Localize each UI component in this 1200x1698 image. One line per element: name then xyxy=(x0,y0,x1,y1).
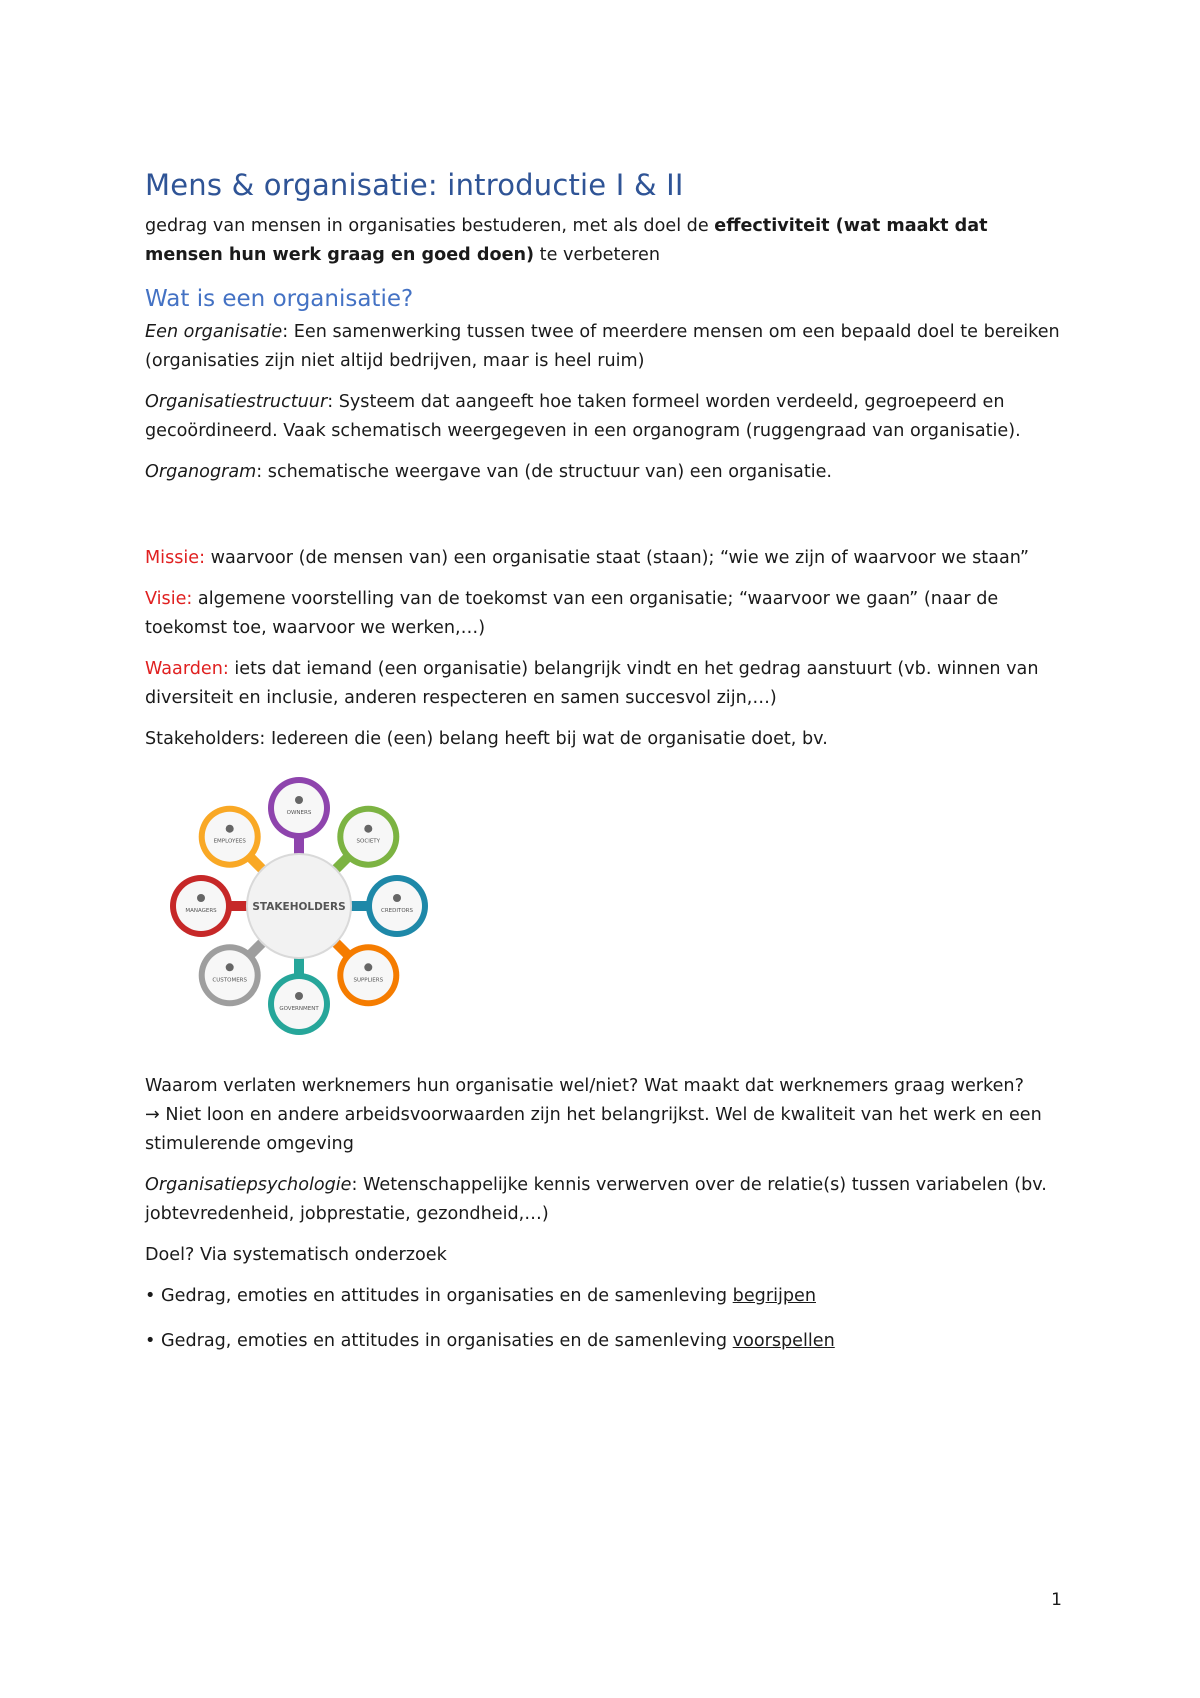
concept-text: algemene voorstelling van de toekomst van een organisatie; “waarvoor we gaan” (naar de toekomst toe, waarvoor we werken,…) xyxy=(145,589,999,638)
definition-text: : Wetenschappelijke kennis verwerven over de relatie(s) tussen variabelen (bv. jobtevredenheid, jobprestatie, gezondheid,…) xyxy=(145,1175,1047,1224)
stakeholder-node-customers xyxy=(199,941,264,1006)
node-face xyxy=(343,950,393,1000)
node-icon xyxy=(364,825,372,833)
definition-term: Een organisatie xyxy=(145,322,283,342)
definition-organisatie xyxy=(145,318,1065,376)
intro-text-end: te verbeteren xyxy=(534,245,660,265)
bullet-underlined: begrijpen xyxy=(732,1286,816,1306)
node-face xyxy=(274,783,324,833)
goal-line: Doel? Via systematisch onderzoek xyxy=(145,1245,447,1265)
definition-orgpsy xyxy=(145,1171,1065,1229)
bullet-item xyxy=(145,1282,1065,1311)
bullet-icon: • xyxy=(145,1286,156,1306)
node-icon xyxy=(197,894,205,902)
node-label: MANAGERS xyxy=(185,908,217,914)
stakeholders-diagram-svg xyxy=(159,766,439,1046)
bullet-text: Gedrag, emoties en attitudes in organisaties en de samenleving xyxy=(155,1286,733,1306)
concept-text: waarvoor (de mensen van) een organisatie staat (staan); “wie we zijn of waarvoor we staan” xyxy=(205,548,1030,568)
stakeholder-node-society xyxy=(334,806,399,871)
node-icon xyxy=(226,963,234,971)
center-label: STAKEHOLDERS xyxy=(252,901,346,913)
stakeholder-node-government xyxy=(268,956,330,1035)
stakeholder-node-suppliers xyxy=(334,941,399,1006)
bullet-icon: • xyxy=(145,1331,156,1351)
answer-text: Niet loon en andere arbeidsvoorwaarden zijn het belangrijkst. Wel de kwaliteit van het werk en een stimulerende omgeving xyxy=(145,1105,1042,1154)
bullet-text: Gedrag, emoties en attitudes in organisaties en de samenleving xyxy=(155,1331,733,1351)
node-face xyxy=(205,812,255,862)
concept-visie xyxy=(145,585,1065,643)
concept-label: Waarden: xyxy=(145,659,229,679)
question-line: Waarom verlaten werknemers hun organisatie wel/niet? Wat maakt dat werknemers graag werken? xyxy=(145,1076,1024,1096)
node-label: SUPPLIERS xyxy=(353,977,384,984)
node-icon xyxy=(295,992,303,1000)
section-heading: Wat is een organisatie? xyxy=(145,286,414,312)
document-page xyxy=(145,168,1065,1372)
arrow-icon: → xyxy=(145,1105,160,1125)
stakeholder-node-owners xyxy=(268,777,330,856)
node-label: CREDITORS xyxy=(381,908,413,914)
stakeholders-line: Stakeholders: Iedereen die (een) belang heeft bij wat de organisatie doet, bv. xyxy=(145,729,828,749)
answer-line xyxy=(145,1101,1065,1159)
intro-text: gedrag van mensen in organisaties bestuderen, met als doel de xyxy=(145,216,715,236)
node-icon xyxy=(393,894,401,902)
stakeholders-diagram xyxy=(159,766,439,1046)
concept-text: iets dat iemand (een organisatie) belangrijk vindt en het gedrag aanstuurt (vb. winnen van diversiteit en inclusie, anderen respecteren en samen succesvol zijn,…) xyxy=(145,659,1039,708)
node-icon xyxy=(364,963,372,971)
definition-term: Organogram xyxy=(145,462,257,482)
node-face xyxy=(274,979,324,1029)
node-label: SOCIETY xyxy=(356,838,381,845)
node-face xyxy=(176,881,226,931)
stakeholder-node-creditors xyxy=(349,875,428,937)
intro-bold: effectiviteit (wat maakt dat mensen hun werk graag en goed doen) xyxy=(145,216,988,265)
page-number: 1 xyxy=(1051,1590,1062,1610)
concept-label: Missie: xyxy=(145,548,206,568)
node-face xyxy=(343,812,393,862)
definition-text: : Systeem dat aangeeft hoe taken formeel worden verdeeld, gegroepeerd en gecoördineerd. Vaak schematisch weergegeven in een organogram (ruggengraad van organisatie). xyxy=(145,392,1021,441)
node-label: GOVERNMENT xyxy=(279,1006,319,1012)
intro-paragraph xyxy=(145,212,1065,270)
bullet-item xyxy=(145,1327,1065,1356)
concept-waarden xyxy=(145,655,1065,713)
center-hub xyxy=(247,854,351,958)
definition-text: : schematische weergave van (de structuur van) een organisatie. xyxy=(256,462,833,482)
node-face xyxy=(372,881,422,931)
node-label: EMPLOYEES xyxy=(213,838,246,845)
spacer xyxy=(145,499,1065,544)
concept-missie xyxy=(145,544,1065,573)
definition-structuur xyxy=(145,388,1065,446)
bullet-underlined: voorspellen xyxy=(732,1331,835,1351)
node-icon xyxy=(295,796,303,804)
node-label: CUSTOMERS xyxy=(212,977,248,984)
definition-text: : Een samenwerking tussen twee of meerdere mensen om een bepaald doel te bereiken (organisaties zijn niet altijd bedrijven, maar is heel ruim) xyxy=(145,322,1060,371)
definition-organogram xyxy=(145,458,1065,487)
node-icon xyxy=(226,825,234,833)
definition-term: Organisatiepsychologie xyxy=(145,1175,352,1195)
node-label: OWNERS xyxy=(286,810,312,816)
stakeholder-node-employees xyxy=(199,806,264,871)
definition-term: Organisatiestructuur xyxy=(145,392,328,412)
document-title: Mens & organisatie: introductie I & II xyxy=(145,168,684,202)
stakeholder-node-managers xyxy=(170,875,249,937)
concept-label: Visie: xyxy=(145,589,193,609)
node-face xyxy=(205,950,255,1000)
